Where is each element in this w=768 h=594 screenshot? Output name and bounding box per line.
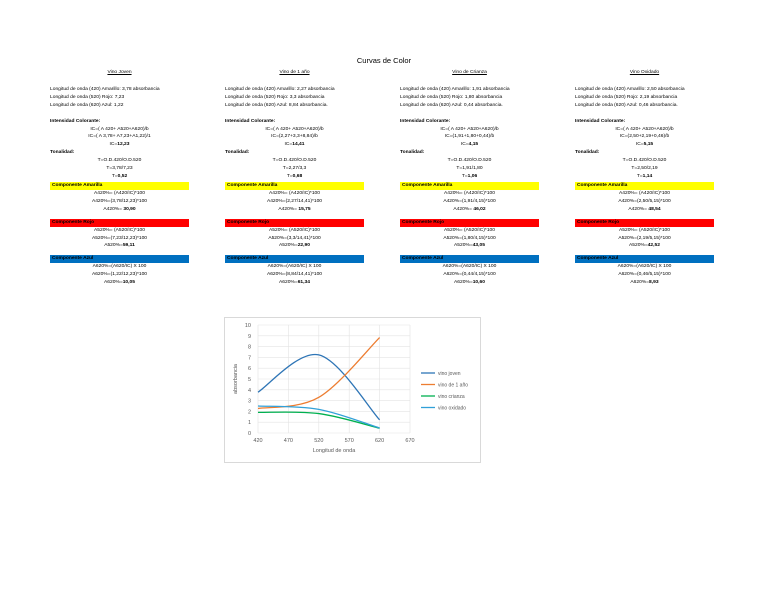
tonalidad-line: T=1,91/1,80 (456, 166, 483, 172)
wavelength-line: Longitud de onda (420) Amarillo: 2,50 absorbancia (575, 86, 685, 92)
legend-label: vino de 1 año (438, 382, 469, 389)
tonalidad-line: T=0,68 (286, 173, 303, 179)
wavelength-line: Longitud de onda (620) Azul: 0,44 absorbancia. (400, 102, 503, 108)
rojo-line: A520%=(2,19/5,15)*100 (618, 235, 671, 241)
ic-line: IC=(2,27+3,3+8,84)/b (271, 134, 318, 140)
absorbance-chart (224, 317, 481, 463)
tonalidad-line: T=O.D.420/O.D.520 (97, 158, 142, 164)
rojo-line: A520%= (A520/IC)*100 (94, 227, 145, 233)
azul-line: A620%=(A620/IC) X 100 (617, 264, 672, 270)
y-tick-label: 5 (247, 377, 251, 383)
amarilla-line: A420%= (A420/IC)*100 (94, 190, 145, 196)
column-heading: Vino de Crianza (452, 70, 487, 75)
y-tick-label: 3 (247, 398, 251, 405)
wavelength-line: Longitud de onda (420) Amarillo: 3,78 absorbancia (50, 86, 160, 92)
tonalidad-line: T=O.D.420/O.D.520 (272, 158, 317, 164)
wine-column (50, 69, 189, 287)
ic-line: IC=14,41 (284, 142, 305, 148)
y-tick-label: 9 (247, 333, 251, 340)
componente-azul-header: Componente Azul (50, 255, 189, 263)
azul-line: A620%=8,93 (630, 280, 659, 286)
y-tick-label: 8 (247, 344, 251, 351)
componente-azul-header: Componente Azul (575, 255, 714, 263)
ic-label: Intensidad Colorante: (575, 118, 626, 124)
page-title: Curvas de Color (356, 56, 412, 65)
x-tick-label: 420 (253, 438, 263, 444)
tonalidad-line: T=O.D.420/O.D.520 (622, 158, 667, 164)
y-tick-label: 10 (244, 323, 251, 329)
amarilla-line: A420%= (A420/IC)*100 (619, 190, 670, 196)
wavelength-line: Longitud de onda (520) Rojo: 1,80 absorbancia (400, 94, 503, 100)
amarilla-line: A420%=(1,91/4,15)*100 (443, 198, 496, 204)
tonalidad-line: T=O.D.420/O.D.520 (447, 158, 492, 164)
x-tick-label: 670 (405, 438, 415, 444)
column-heading: Vino Joven (107, 70, 132, 75)
ic-line: IC=( A 420+ A520+A620)/b (90, 126, 149, 132)
ic-line: IC=(2,50+2,19+0,46)/b (619, 134, 670, 140)
ic-line: IC=12,23 (109, 142, 130, 148)
tonalidad-label: Tonalidad: (575, 150, 600, 156)
amarilla-line: A420%=(3,78/12,23)*100 (91, 198, 148, 204)
azul-line: A620%=(8,84/14,41)*100 (266, 272, 323, 278)
tonalidad-line: T=0,52 (111, 173, 128, 179)
ic-line: IC=( A 420+ A520+A620)/b (615, 126, 674, 132)
ic-line: IC=(1,91+1,80+0,44)/b (444, 134, 495, 140)
rojo-line: A520%=59,11 (104, 243, 135, 249)
y-tick-label: 2 (247, 409, 251, 416)
tonalidad-line: T=2,50/2,19 (631, 166, 658, 172)
y-tick-label: 0 (247, 431, 251, 437)
componente-rojo-header: Componente Rojo (50, 219, 189, 227)
x-tick-label: 470 (283, 438, 293, 444)
azul-line: A620%=10,60 (454, 280, 485, 286)
amarilla-line: A420%= (A420/IC)*100 (269, 190, 320, 196)
legend-label: vino joven (438, 371, 461, 377)
componente-rojo-header: Componente Rojo (225, 219, 364, 227)
amarilla-line: A420%= 30,90 (103, 206, 136, 212)
amarilla-line: A420%= 48,54 (628, 206, 661, 212)
wavelength-line: Longitud de onda (420) Amarillo: 2,27 absorbancia (225, 86, 335, 92)
amarilla-line: A420%=(2,50/5,15)*100 (618, 198, 671, 204)
azul-line: A620%=(A620/IC) X 100 (267, 264, 322, 270)
rojo-line: A520%=(7,23/12,23)*100 (91, 235, 148, 241)
componente-azul-header: Componente Azul (225, 255, 364, 263)
y-tick-label: 1 (247, 420, 251, 427)
y-axis-title: absorbancia (233, 364, 239, 394)
ic-line: IC=( A 420+ A520+A620)/b (265, 126, 324, 132)
rojo-line: A520%=(3,3/14,41)*100 (268, 235, 321, 241)
azul-line: A620%=(0,44/4,15)*100 (443, 272, 496, 278)
azul-line: A620%=61,34 (279, 280, 310, 286)
azul-line: A620%=(0,46/5,15)*100 (618, 272, 671, 278)
wavelength-line: Longitud de onda (620) Azul: 0,46 absorbancia. (575, 102, 678, 108)
x-tick-label: 570 (344, 438, 354, 444)
ic-line: IC=5,15 (635, 142, 654, 148)
amarilla-line: A420%= 15,75 (278, 206, 311, 212)
amarilla-line: A420%=(2,27/14,41)*100 (266, 198, 323, 204)
rojo-line: A520%=(1,80/4,15)*100 (443, 235, 496, 241)
wavelength-line: Longitud de onda (620) Azul: 1,22 (50, 102, 124, 108)
rojo-line: A520%= (A520/IC)*100 (444, 227, 495, 233)
azul-line: A620%=10,05 (104, 280, 135, 286)
legend-label: vino crianza (438, 394, 465, 400)
componente-rojo-header: Componente Rojo (575, 219, 714, 227)
ic-line: IC=( A 3,78+ A7,23+A1,22)/1 (88, 134, 151, 140)
rojo-line: A520%= (A520/IC)*100 (269, 227, 320, 233)
componente-rojo-header: Componente Rojo (400, 219, 539, 227)
azul-line: A620%=(A620/IC) X 100 (92, 264, 147, 270)
ic-line: IC=( A 420+ A520+A620)/b (440, 126, 499, 132)
amarilla-line: A420%= (A420/IC)*100 (444, 190, 495, 196)
tonalidad-line: T=1,06 (461, 173, 478, 179)
azul-line: A620%=(A620/IC) X 100 (442, 264, 497, 270)
componente-amarilla-header: Componente Amarilla (50, 182, 189, 190)
line-chart (225, 318, 480, 462)
tonalidad-line: T=3,78/7,23 (106, 166, 133, 172)
componente-amarilla-header: Componente Amarilla (575, 182, 714, 190)
wavelength-line: Longitud de onda (520) Rojo: 7,23 (50, 94, 125, 100)
ic-label: Intensidad Colorante: (400, 118, 451, 124)
componente-amarilla-header: Componente Amarilla (400, 182, 539, 190)
tonalidad-line: T=2,27/3,3 (282, 166, 307, 172)
x-axis-title: Longitud de onda (312, 448, 356, 454)
rojo-line: A520%=22,90 (279, 243, 310, 249)
rojo-line: A520%= (A520/IC)*100 (619, 227, 670, 233)
legend-label: vino oxidado (438, 405, 467, 412)
wine-column (575, 69, 714, 287)
y-tick-label: 7 (247, 355, 251, 362)
wine-column (225, 69, 364, 287)
wavelength-line: Longitud de onda (620) Azul: 8,84 absorbancia. (225, 102, 328, 108)
wavelength-line: Longitud de onda (520) Rojo: 2,19 absorbancia (575, 94, 678, 100)
y-tick-label: 6 (247, 366, 251, 373)
ic-label: Intensidad Colorante: (225, 118, 276, 124)
wine-column (400, 69, 539, 287)
wavelength-line: Longitud de onda (420) Amarillo: 1,91 absorbancia (400, 86, 510, 92)
tonalidad-label: Tonalidad: (400, 150, 425, 156)
ic-line: IC=4,15 (460, 142, 479, 148)
tonalidad-line: T=1,14 (636, 173, 653, 179)
x-tick-label: 520 (314, 438, 324, 444)
x-tick-label: 620 (375, 438, 385, 444)
ic-label: Intensidad Colorante: (50, 118, 101, 124)
column-heading: Vino de 1 año (279, 70, 310, 75)
rojo-line: A520%=43,05 (454, 243, 485, 249)
azul-line: A620%=(1,22/12,23)*100 (91, 272, 148, 278)
tonalidad-label: Tonalidad: (50, 150, 75, 156)
y-tick-label: 4 (247, 387, 251, 394)
wavelength-line: Longitud de onda (520) Rojo: 3,3 absorbancia (225, 94, 325, 100)
rojo-line: A520%=42,52 (629, 243, 660, 249)
componente-amarilla-header: Componente Amarilla (225, 182, 364, 190)
amarilla-line: A420%= 46,02 (453, 206, 486, 212)
componente-azul-header: Componente Azul (400, 255, 539, 263)
column-heading: Vino Oxidado (629, 70, 660, 75)
tonalidad-label: Tonalidad: (225, 150, 250, 156)
